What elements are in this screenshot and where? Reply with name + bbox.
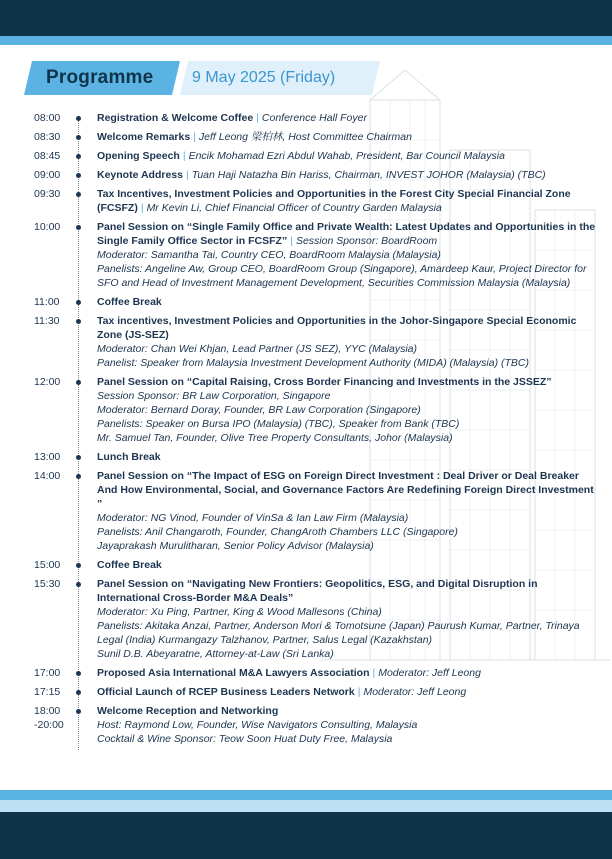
session-time: 08:30 <box>34 131 61 143</box>
session-content <box>97 469 597 553</box>
bottom-banner <box>0 812 612 859</box>
session-detail-line: Panelists: Akitaka Anzai, Partner, Anderson Mori & Tomotsune (Japan) Paurush Kumar, Partner, Trinaya Legal (India) Kurmangazy Talzhanov, Partner, Salus Legal (Kazakhstan) <box>97 620 580 646</box>
session-title: Welcome Remarks <box>97 131 191 143</box>
session-content <box>97 577 597 661</box>
session-speaker: Moderator: Jeff Leong <box>363 686 467 698</box>
schedule-row <box>0 130 612 144</box>
bottom-light-stripe <box>0 800 612 812</box>
session-detail-line: Panelists: Angeline Aw, Group CEO, BoardRoom Group (Singapore), Amardeep Kaur, Project Director for SFO and Head of Investment Management Development, Securities Commission Malaysia (Malaysia) <box>97 263 587 289</box>
timeline-dot <box>76 173 81 178</box>
timeline-dot <box>76 154 81 159</box>
schedule-row <box>0 187 612 215</box>
session-time: 08:45 <box>34 150 61 162</box>
session-heading <box>97 450 597 464</box>
session-title: Panel Session on “Navigating New Frontiers: Geopolitics, ESG, and Digital Disruption in International Cross-Border M&A Deals” <box>97 578 538 604</box>
session-heading <box>97 130 597 144</box>
session-detail-line: Host: Raymond Low, Founder, Wise Navigators Consulting, Malaysia <box>97 719 418 731</box>
session-speaker: Mr Kevin Li, Chief Financial Officer of Country Garden Malaysia <box>146 202 442 214</box>
schedule-row <box>0 149 612 163</box>
timeline-dot <box>76 116 81 121</box>
separator: | <box>185 169 189 181</box>
session-title: Tax incentives, Investment Policies and Opportunities in the Johor-Singapore Special Economic Zone (JS-SEZ) <box>97 315 577 341</box>
timeline-dot <box>76 671 81 676</box>
session-speaker: Session Sponsor: BoardRoom <box>295 235 438 247</box>
timeline-dot <box>76 690 81 695</box>
schedule-row <box>0 111 612 125</box>
session-title: Proposed Asia International M&A Lawyers Association <box>97 667 370 679</box>
separator: | <box>372 667 376 679</box>
session-title: Tax Incentives, Investment Policies and Opportunities in the Forest City Special Financial Zone (FCSFZ) <box>97 188 571 214</box>
session-title: Coffee Break <box>97 559 162 571</box>
separator: | <box>290 235 293 247</box>
session-speaker: Encik Mohamad Ezri Abdul Wahab, President, Bar Council Malaysia <box>188 150 505 162</box>
session-heading <box>97 220 597 248</box>
session-time: 15:00 <box>34 559 61 571</box>
session-detail-line: Moderator: NG Vinod, Founder of VinSa & Ian Law Firm (Malaysia) <box>97 512 409 524</box>
session-heading <box>97 685 597 699</box>
session-detail-line: Session Sponsor: BR Law Corporation, Singapore <box>97 390 331 402</box>
schedule-row <box>0 375 612 445</box>
session-content <box>97 168 597 182</box>
top-banner <box>0 0 612 36</box>
schedule-row <box>0 295 612 309</box>
session-heading <box>97 314 597 342</box>
session-content <box>97 558 597 572</box>
session-detail-line: Moderator: Xu Ping, Partner, King & Wood Mallesons (China) <box>97 606 382 618</box>
session-detail-line: Panelists: Speaker on Bursa IPO (Malaysia) (TBC), Speaker from Bank (TBC) <box>97 418 460 430</box>
session-content <box>97 450 597 464</box>
session-detail-line: Moderator: Chan Wei Khjan, Lead Partner (JS SEZ), YYC (Malaysia) <box>97 343 417 355</box>
session-heading <box>97 375 597 389</box>
session-heading <box>97 469 597 511</box>
session-detail-line: Cocktail & Wine Sponsor: Teow Soon Huat Duty Free, Malaysia <box>97 733 393 745</box>
session-time: 15:30 <box>34 578 61 590</box>
session-detail-line: Jayaprakash Murulitharan, Senior Policy Advisor (Malaysia) <box>97 540 374 552</box>
session-title: Registration & Welcome Coffee <box>97 112 254 124</box>
timeline-dot <box>76 319 81 324</box>
session-speaker: Jeff Leong 梁柏林, Host Committee Chairman <box>198 131 412 143</box>
timeline-dot <box>76 225 81 230</box>
session-heading <box>97 187 597 215</box>
session-time: 08:00 <box>34 112 61 124</box>
separator: | <box>357 686 361 698</box>
separator: | <box>182 150 186 162</box>
session-detail-line: Moderator: Bernard Doray, Founder, BR Law Corporation (Singapore) <box>97 404 421 416</box>
session-heading <box>97 111 597 125</box>
session-time: 11:00 <box>34 296 60 308</box>
schedule-row <box>0 666 612 680</box>
session-time: 13:00 <box>34 451 61 463</box>
session-title: Panel Session on “The Impact of ESG on Foreign Direct Investment : Deal Driver or Deal Breaker And How Environmental, Social, and Governance Factors Are Redefining Foreign Direct Investment ” <box>97 470 594 510</box>
separator: | <box>140 202 144 214</box>
schedule-row <box>0 220 612 290</box>
session-time: 18:00 -20:00 <box>34 705 64 731</box>
schedule-row <box>0 314 612 370</box>
separator: | <box>256 112 259 124</box>
schedule-row <box>0 685 612 699</box>
session-heading <box>97 149 597 163</box>
page-title: Programme <box>46 67 154 88</box>
session-content <box>97 220 597 290</box>
session-detail-line: Mr. Samuel Tan, Founder, Olive Tree Property Consultants, Johor (Malaysia) <box>97 432 453 444</box>
session-speaker: Conference Hall Foyer <box>261 112 367 124</box>
session-title: Panel Session on “Capital Raising, Cross Border Financing and Investments in the JSSEZ” <box>97 376 552 388</box>
session-content <box>97 187 597 215</box>
session-time: 14:00 <box>34 470 61 482</box>
bottom-accent-stripe <box>0 790 612 800</box>
session-content <box>97 666 597 680</box>
session-time: 17:00 <box>34 667 61 679</box>
schedule-row <box>0 558 612 572</box>
programme-header <box>24 61 380 95</box>
timeline-dot <box>76 455 81 460</box>
session-detail-line: Sunil D.B. Abeyaratne, Attorney-at-Law (Sri Lanka) <box>97 648 334 660</box>
session-detail-line: Panelists: Anil Changaroth, Founder, ChangAroth Chambers LLC (Singapore) <box>97 526 458 538</box>
timeline-dot <box>76 192 81 197</box>
session-detail-line: Moderator: Samantha Tai, Country CEO, BoardRoom Malaysia (Malaysia) <box>97 249 441 261</box>
session-heading <box>97 558 597 572</box>
session-time: 11:30 <box>34 315 60 327</box>
schedule-row <box>0 450 612 464</box>
schedule-row <box>0 704 612 746</box>
session-time: 10:00 <box>34 221 61 233</box>
separator: | <box>193 131 196 143</box>
session-heading <box>97 577 597 605</box>
session-content <box>97 111 597 125</box>
session-heading <box>97 168 597 182</box>
session-speaker: Moderator: Jeff Leong <box>378 667 481 679</box>
session-heading <box>97 666 597 680</box>
top-accent-stripe <box>0 36 612 45</box>
timeline-dot <box>76 474 81 479</box>
session-detail-line: Panelist: Speaker from Malaysia Investment Development Authority (MIDA) (Malaysia) (TBC) <box>97 357 529 369</box>
timeline-dot <box>76 563 81 568</box>
schedule-list <box>0 111 612 751</box>
session-title: Official Launch of RCEP Business Leaders Network <box>97 686 355 698</box>
session-title: Lunch Break <box>97 451 161 463</box>
session-content <box>97 149 597 163</box>
session-content <box>97 704 597 746</box>
session-time: 17:15 <box>34 686 61 698</box>
session-content <box>97 685 597 699</box>
schedule-row <box>0 469 612 553</box>
session-time: 12:00 <box>34 376 61 388</box>
session-speaker: Tuan Haji Natazha Bin Hariss, Chairman, INVEST JOHOR (Malaysia) (TBC) <box>191 169 546 181</box>
session-title: Opening Speech <box>97 150 180 162</box>
event-date: 9 May 2025 (Friday) <box>192 69 336 86</box>
session-title: Panel Session on “Single Family Office and Private Wealth: Latest Updates and Opportunities in the Single Family Office Sector in FCSFZ” <box>97 221 596 247</box>
session-content <box>97 130 597 144</box>
session-time: 09:30 <box>34 188 61 200</box>
session-heading <box>97 295 597 309</box>
schedule-row <box>0 577 612 661</box>
session-content <box>97 314 597 370</box>
timeline-dot <box>76 300 81 305</box>
schedule-row <box>0 168 612 182</box>
timeline-dot <box>76 582 81 587</box>
session-heading <box>97 704 597 718</box>
session-title: Coffee Break <box>97 296 162 308</box>
session-title: Welcome Reception and Networking <box>97 705 279 717</box>
timeline-dot <box>76 709 81 714</box>
session-time: 09:00 <box>34 169 61 181</box>
timeline-dot <box>76 135 81 140</box>
session-content <box>97 375 597 445</box>
timeline-dot <box>76 380 81 385</box>
session-content <box>97 295 597 309</box>
session-title: Keynote Address <box>97 169 183 181</box>
